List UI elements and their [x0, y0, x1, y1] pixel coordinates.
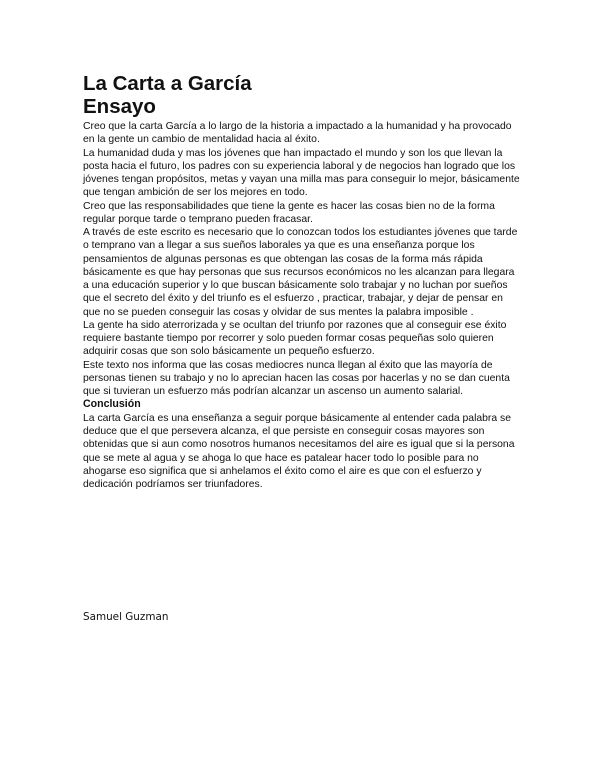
- essay-body: [83, 72, 520, 491]
- document-title: La Carta a García: [83, 72, 252, 95]
- paragraph-5: La gente ha sido aterrorizada y se ocultan del triunfo por razones que al conseguir ese éxito requiere bastante tiempo por recorrer y solo pueden formar cosas pequeñas solo quieren adquirir cosas que son solo básicamente un pequeño esfuerzo.: [83, 319, 507, 358]
- author-signature: Samuel Guzman: [83, 611, 169, 623]
- paragraph-4: A través de este escrito es necesario que lo conozcan todos los estudiantes jóvenes que tarde o temprano van a llegar a sus sueños laborales ya que es una enseñanza porque los pensamientos de algunas personas es que obtengan las cosas de la forma más rápida básicamente es que hay personas que sus recursos económicos no les alcanzan para llegara a una educación superior y lo que buscan básicamente solo trabajar y no luchan por sueños que el secreto del éxito y del triunfo es el esfuerzo , practicar, trabajar, y dejar de pensar en que no se pueden conseguir las cosas y olvidar de sus mentes la palabra imposible .: [83, 227, 518, 318]
- conclusion-heading: Conclusión: [83, 398, 141, 411]
- paragraph-6: Este texto nos informa que las cosas mediocres nunca llegan al éxito que las mayoría de personas tienen su trabajo y no lo aprecian hacen las cosas por hacerlas y no se dan cuenta que si tuvieran un esfuerzo más podrían alcanzar un ascenso un aumento salarial.: [83, 359, 510, 397]
- document-subtitle: Ensayo: [83, 95, 156, 118]
- paragraph-3: Creo que las responsabilidades que tiene la gente es hacer las cosas bien no de la forma regular porque tarde o temprano pueden fracasar.: [83, 200, 495, 225]
- conclusion-paragraph: La carta García es una enseñanza a seguir porque básicamente al entender cada palabra se deduce que el que persevera alcanza, el que persiste en conseguir cosas mayores son obtenidas que si aun como nosotros humanos necesitamos del aire es igual que si la persona que se mete al agua y se ahoga lo que hace es patalear hacer todo lo posible para no ahogarse eso significa que si anhelamos el éxito como el aire es que con el esfuerzo y dedicación podríamos ser triunfadores.: [83, 412, 515, 490]
- paragraph-2: La humanidad duda y mas los jóvenes que han impactado el mundo y son los que llevan la posta hacia el futuro, los padres con su experiencia laboral y de negocios han logrado que los jóvenes tengan propósitos, metas y vayan una milla mas para conseguir lo mejor, básicamente que tengan ambición de ser los mejores en todo.: [83, 147, 520, 199]
- paragraph-1: Creo que la carta García a lo largo de la historia a impactado a la humanidad y ha provocado en la gente un cambio de mentalidad hacia al éxito.: [83, 121, 512, 146]
